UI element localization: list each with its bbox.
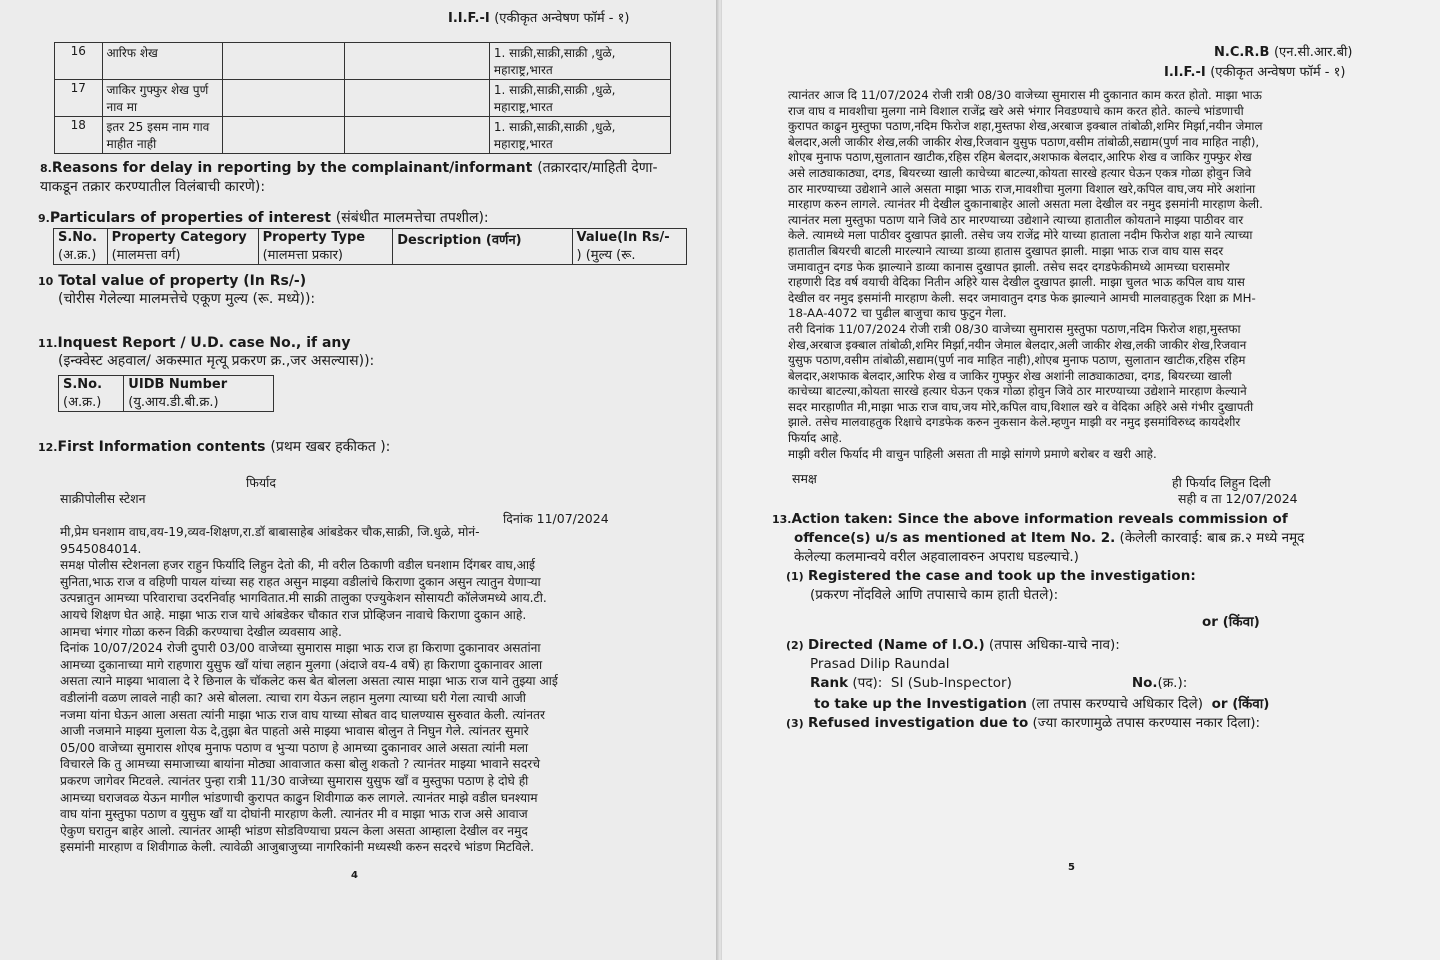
fir-heading: फिर्याद (246, 475, 277, 490)
header-en: UIDB Number (128, 377, 228, 392)
body-line: उत्पन्नातुन आमच्या परिवाराचा उदरनिर्वाह भागवितात.मी साक्री तालुका एज्युकेशन सोसायटी कॉलेजमध्ये आय.टी. (60, 591, 547, 606)
fir-body-left (60, 524, 690, 856)
body-line: त्यानंतर आज दि 11/07/2024 रोजी रात्री 08/30 वाजेच्या सुमारास मी दुकानात काम करत होतो. माझा भाऊ (788, 88, 1262, 102)
header-mr: (मालमत्ता वर्ग) (111, 248, 181, 263)
body-line: फिर्याद आहे. (788, 431, 843, 446)
header-mr: (यु.आय.डी.बी.क्र.) (128, 395, 219, 410)
accused-name: जाकिर गुफ्फुर शेख पुर्ण नाव मा (102, 80, 222, 117)
body-line: वडीलांनी वळण लावले नाही का? असे बोलला. त्याचा राग येऊन लहान मुलगा त्याच्या घरी गेला त्याची आजी (60, 690, 526, 705)
signature-date: सही व ता 12/07/2024 (1178, 491, 1298, 506)
header-mr: (अ.क्र.) (63, 395, 102, 410)
accused-name: इतर 25 इसम नाम गाव माहीत नाही (102, 117, 222, 154)
body-line: वाघ यांना मुस्तुफा पठाण व युसुफ खॉं या दोघांनी मारहाण केली. त्यानंतर मी व माझा भाऊ राज असे आवाज (60, 807, 528, 822)
accused-address: 1. साक्री,साक्री,साक्री ,धुळे, महाराष्ट्र,भारत (489, 43, 670, 80)
accused-address: 1. साक्री,साक्री,साक्री ,धुळे, महाराष्ट्र,भारत (489, 117, 670, 154)
body-line: तरी दिनांक 11/07/2024 रोजी रात्री 08/30 वाजेच्या सुमारास मुस्तुफा पठाण,नदिम फिरोज शहा,मुस्तफा (788, 321, 1241, 336)
accused-empty-cell (222, 43, 344, 80)
header-en: Value(In Rs/- (576, 230, 670, 245)
accused-empty-cell (345, 117, 490, 154)
police-station: साक्रीपोलीस स्टेशन (60, 491, 146, 506)
body-line: दिनांक 10/07/2024 रोजी दुपारी 03/00 वाजेच्या सुमारास माझा भाऊ राज हा किराणा दुकानावर असतांना (60, 641, 541, 656)
body-line: 18-AA-4072 चा पुढील बाजुचा काच फुटुन गेला. (788, 306, 1007, 321)
body-line: जमावातुन दगड फेक झाल्याने डाव्या कानास दुखापत झाली. तसेच सदर दगडफेकीमध्ये आमच्या घरासमोर (788, 259, 1230, 274)
body-line: हातातील बियरची बाटली मारल्याने त्याच्या डाव्या हातास दुखापत झाली. माझा भाऊ राज वाघ यास सदर (788, 243, 1224, 258)
accused-row (55, 43, 671, 80)
section-10: 10 Total value of property (In Rs/-) (चोरीस गेलेल्या मालमत्तेचे एकूण मुल्य (रू. मध्ये)): (38, 273, 316, 307)
accused-empty-cell (222, 117, 344, 154)
header-mr: ) (मुल्य (रू. (576, 248, 636, 263)
body-line: झाले. तसेच मालवाहतुक रिक्षाचे दगडफेक करुन नुकसान केले.म्हणुन माझी वर नमुद इसमांविरुध्द कायदेशीर (788, 415, 1241, 430)
body-line: राहणारी दिड वर्ष वयाची वेदिका नितीन अहिरे यास देखील दुखापत झाली. माझा चुलत भाऊ कपिल वाघ यास (788, 275, 1245, 290)
body-line: ठार मारण्याच्या उद्येशाने आले असता माझा भाऊ राज,मावशीचा मुलगा विशाल खरे,कपिल वाघ,जय मोरे अशांना (788, 181, 1256, 196)
header-mr: (मालमत्ता प्रकार) (262, 248, 343, 263)
header-en: Description (वर्णन) (397, 233, 522, 248)
form-header: I.I.F.-I (एकीकृत अन्वेषण फॉर्म - १) (448, 11, 630, 26)
accused-empty-cell (345, 43, 490, 80)
body-line: आजी नजमाने माझ्या मुलाला येऊ दे,तुझा बेत पाहतो असे माझ्या भावास बोलुन ते निघुन गेले. त्यांनतर सुमारे (60, 724, 529, 739)
body-line: काचेच्या बाटल्या,कोयता सारखे हत्यार घेऊन एकत्र गोळा होवुन जिवे ठार मारण्याच्या उद्येशाने मारहाण केल्याने (788, 384, 1247, 399)
body-line: शोएब मुनाफ पठाण,सुलातान खाटीक,रहिस रहिम बेलदार,अशफाक बेलदार,आरिफ शेख व जाकिर गुफ्फुर शेख (788, 150, 1252, 165)
body-line: सदर मारहाणीत मी,माझा भाऊ राज वाघ,जय मोरे,कपिल वाघ,विशाल खरे व वेदिका अहिरे असे गंभीर दुखापती (788, 399, 1254, 414)
accused-row (55, 80, 671, 117)
body-line: सुनिता,भाऊ राज व वहिणी पायल यांच्या सह राहत असुन माझ्या वडीलांचे किराणा दुकान असुन त्यातुन येणाऱ्या (60, 574, 541, 589)
body-line: नजमा यांना घेऊन आला असता त्यांनी माझा भाऊ राज वाघ याच्या सोबत वाद घालण्यास सुरुवात केली. त्यांनतर (60, 707, 545, 722)
table-header-cell (59, 376, 124, 412)
written-note: ही फिर्याद लिहुन दिली (1172, 475, 1271, 490)
body-line: समक्ष पोलीस स्टेशनला हजर राहुन फिर्यादि लिहुन देतो की, मी वरील ठिकाणी वडील घनशाम दिंगबर वाघ,आई (60, 558, 536, 573)
io-name: Prasad Dilip Raundal (810, 656, 950, 672)
body-line: विचारले कि तु आमच्या समाजाच्या बायांना मोठ्या आवाजात कसा बोलु शकतो ? त्यानंतर माझ्या भावाने सदरचे (60, 757, 540, 772)
body-line: इसमांनी मारहाण व शिवीगाळ केली. त्यावेळी आजुबाजुच्या नागरिकांनी मध्यस्थी करुन सदरचे भांडण मिटविले. (60, 840, 534, 855)
section-12: 12.First Information contents (प्रथम खबर हकीकत ): (38, 439, 391, 455)
body-line: आमच्या घराजवळ येऊन मागील भांडणाची कुरापत काढुन शिवीगाळ करु लागले. त्यानंतर माझे वडील घनश्याम (60, 790, 538, 805)
body-line: युसुफ पठाण,वसीम तांबोळी,सद्याम(पुर्ण नाव माहित नाही),शोएब मुनाफ पठाण, सुलातान खाटीक,रहिस रहिम (788, 353, 1246, 368)
section-9: 9.Particulars of properties of interest (संबंधीत मालमत्तेचा तपशील): (38, 210, 489, 226)
property-table (53, 228, 687, 265)
body-line: त्यानंतर मला मुस्तुफा पठाण याने जिवे ठार मारण्याच्या उद्येशाने त्याच्या हातातील कोयताने माझ्या पाठीवर वार (788, 212, 1244, 227)
body-line: देखील वर नमुद इसमांनी मारहाण केली. सदर जमावातुन दगड फेक झाल्याने आमची मालवाहतुक रिक्षा क्र MH- (788, 290, 1256, 305)
body-line: राज वाघ व मावशीचा मुलगा नामे विशाल राजेंद्र खरे असे भंगार निवडण्याचे काम करत होते. काल्चे भांडणाची (788, 103, 1244, 118)
body-line: आयचे शिक्षण घेत आहे. माझा भाऊ राज याचे आंबडेकर चौकात राज प्रोव्हिजन नावाचे किराणा दुकान आहे. (60, 607, 527, 622)
body-line: असता त्याने माझ्या भावाला दे रे छिनाल के चॉकलेट कस बेत बोलला असता त्यास माझा भाऊ राज याने तुझ्या आई (60, 674, 558, 689)
header-mr: (अ.क्र.) (58, 248, 97, 263)
ncrb-header: N.C.R.B (एन.सी.आर.बी) (1214, 45, 1353, 60)
samaksh: समक्ष (792, 471, 817, 486)
fir-date: दिनांक 11/07/2024 (503, 511, 609, 526)
accused-table (54, 42, 671, 154)
header-en: S.No. (63, 377, 103, 392)
table-header-cell (572, 229, 686, 265)
body-line: 9545084014. (60, 541, 142, 556)
accused-empty-cell (345, 80, 490, 117)
inquest-table (58, 375, 274, 412)
header-en: Property Category (111, 230, 247, 245)
accused-no: 18 (55, 117, 103, 154)
body-line: बेलदार,अशफाक बेलदार,आरिफ शेख व जाकिर गुफ्फुर शेख अशांनी लाठ्याकाठ्या, दगड, बियरच्या खाली (788, 368, 1232, 383)
body-line: केले. त्यामध्ये मला पाठीवर दुखापत झाली. तसेच जय राजेंद्र मोरे याच्या हाताला नदीम फिरोज शहा याने त्याच्या (788, 228, 1253, 243)
page-number-left: 4 (351, 870, 358, 881)
body-line: कुरापत काढुन मुस्तुफा पठाण,नदिम फिरोज शहा,मुस्तफा शेख,अरबाज इक्बाल तांबोळी,शमिर मिर्झा,नयीन जेमाल (788, 119, 1263, 134)
table-header-cell (124, 376, 274, 412)
accused-row (55, 117, 671, 154)
body-line: असे लाठ्याकाठ्या, दगड, बियरच्या खाली काचेच्या बाटल्या,कोयता सारखे हत्यार घेऊन एकत्र गोळा होवुन जिवे (788, 165, 1252, 180)
table-header-cell (393, 229, 572, 265)
body-line: 05/00 वाजेच्या सुमारास शोएब मुनाफ पठाण व भुऱ्या पठाण हे आमच्या दुकानावर आले असता त्यांनी मला (60, 740, 529, 755)
accused-empty-cell (222, 80, 344, 117)
page-left (0, 0, 718, 960)
section-11: 11.Inquest Report / U.D. case No., if any (इन्क्वेस्ट अहवाल/ अकस्मात मृत्यू प्रकरण क्र.,जर असल्यास)): (38, 335, 375, 369)
body-line: आमच्या दुकानाच्या मागे राहणारा युसुफ खॉं यांचा लहान मुलगा (अंदाजे वय-4 वर्षे) हा किराणा दुकानावर आला (60, 657, 543, 672)
header-en: Property Type (262, 230, 366, 245)
body-line: बेलदार,अली जाकीर शेख,लकी जाकीर शेख,रिजवान युसुफ पठाण,वसीम तांबोळी,सद्याम(पुर्ण नाव माहित नाही), (788, 134, 1260, 149)
body-line: माझी वरील फिर्याद मी वाचुन पाहिली असता ती माझे सांगणे प्रमाणे बरोबर व खरी आहे. (788, 446, 1157, 461)
header-en: S.No. (58, 230, 98, 245)
section-13: 13.Action taken: Since the above information reveals commission of offence(s) u/s as mentioned at Item No. 2. (केलेली कारवाई: बाब क्र.२ मध्ये नमूद केलेल्या कलमान्वये वरील अहवालावरुन अपराध घडल्याचे.) (1) Registered the case and took up the investigation: (प्रकरण नोंदविले आणि तपासाचे काम हाती घेतले): or (किंवा) (2) Directed (Name of I.O.) (तपास अधिका-याचे नाव): Prasad Dilip Raundal Rank (पद): SI (Sub-Inspector) No.(क्र.): to take up the Investigation (ला तपास करण्याचे अधिकार दिले) or (किंवा) (3) Refused investigation due to (ज्या कारणामुळे तपास करण्यास नकार दिला): (772, 510, 1372, 733)
body-line: प्रकरण जागेवर मिटवले. त्यानंतर पुन्हा रात्री 11/30 वाजेच्या सुमारास युसुफ खॉं व मुस्तुफा पठाण हे दोघे ही (60, 773, 529, 788)
body-line: आमचा भंगार गोळा करुन विक्री करण्याचा देखील व्यवसाय आहे. (60, 624, 342, 639)
body-line: मी,प्रेम घनशाम वाघ,वय-19,व्यव-शिक्षण,रा.डॉ बाबासाहेब आंबडेकर चौक,साक्री, जि.धुळे, मोनं- (60, 525, 480, 539)
accused-name: आरिफ शेख (102, 43, 222, 80)
body-line: शेख,अरबाज इक्बाल तांबोळी,शमिर मिर्झा,नयीन जेमाल बेलदार,अली जाकीर शेख,लकी जाकीर शेख,रिजवान (788, 337, 1247, 352)
page-right (722, 0, 1440, 960)
table-header-cell (54, 229, 108, 265)
body-line: मारहाण करुन लागले. त्यानंतर मी देखील दुकानाबाहेर आलो असता मला देखील वर नमुद इसमांनी मारहाण केली. (788, 197, 1263, 212)
accused-no: 16 (55, 43, 103, 80)
accused-no: 17 (55, 80, 103, 117)
form-header-right: I.I.F.-I (एकीकृत अन्वेषण फॉर्म - १) (1164, 65, 1346, 80)
table-header-cell (258, 229, 393, 265)
section-8: 8.Reasons for delay in reporting by the complainant/informant (तक्रारदार/माहिती देणा-याकडून तक्रार करण्यातील विलंबाची कारणे): (40, 160, 658, 195)
body-line: ऐकुण घरातुन बाहेर आलो. त्यानंतर आम्ही भांडण सोडविण्याचा प्रयत्न केला असता आम्हाला देखील वर नमुद (60, 823, 528, 838)
fir-body-right (788, 88, 1428, 462)
accused-address: 1. साक्री,साक्री,साक्री ,धुळे, महाराष्ट्र,भारत (489, 80, 670, 117)
table-header-cell (107, 229, 258, 265)
page-number-right: 5 (1068, 862, 1075, 873)
